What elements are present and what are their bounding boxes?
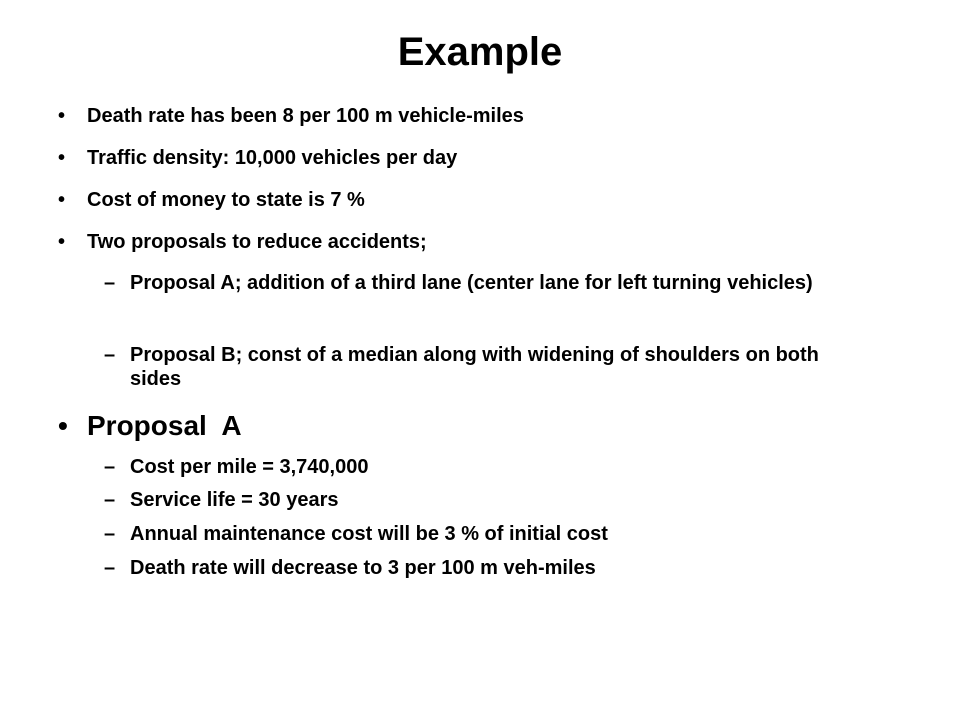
bullet-text: Two proposals to reduce accidents; bbox=[87, 231, 427, 253]
sub-bullet-item bbox=[104, 455, 864, 479]
bullet-item bbox=[58, 104, 878, 128]
dash-icon: – bbox=[104, 344, 116, 366]
bullet-icon: • bbox=[58, 147, 66, 169]
sub-bullet-item bbox=[104, 271, 864, 295]
bullet-item bbox=[58, 188, 878, 212]
bullet-item bbox=[58, 230, 878, 254]
section-heading-item bbox=[58, 410, 878, 442]
sub-bullet-text: Proposal A; addition of a third lane (center lane for left turning vehicles) bbox=[130, 272, 813, 294]
sub-bullet-item bbox=[104, 343, 864, 391]
dash-icon: – bbox=[104, 523, 116, 545]
bullet-text: Death rate has been 8 per 100 m vehicle-miles bbox=[87, 105, 524, 127]
slide-title: Example bbox=[397, 30, 563, 74]
sub-bullet-text: Death rate will decrease to 3 per 100 m veh-miles bbox=[130, 557, 596, 579]
section-heading: Proposal A bbox=[87, 410, 242, 441]
bullet-icon: • bbox=[58, 105, 66, 127]
bullet-text: Cost of money to state is 7 % bbox=[87, 189, 365, 211]
sub-bullet-text: Proposal B; const of a median along with widening of shoulders on both sides bbox=[130, 344, 819, 390]
dash-icon: – bbox=[104, 489, 116, 511]
bullet-icon: • bbox=[58, 189, 66, 211]
sub-bullet-item bbox=[104, 522, 864, 546]
sub-bullet-item bbox=[104, 488, 864, 512]
sub-bullet-text: Service life = 30 years bbox=[130, 489, 339, 511]
sub-bullet-text: Annual maintenance cost will be 3 % of initial cost bbox=[130, 523, 608, 545]
bullet-icon: • bbox=[58, 231, 66, 253]
dash-icon: – bbox=[104, 456, 116, 478]
bullet-text: Traffic density: 10,000 vehicles per day bbox=[87, 147, 458, 169]
sub-bullet-text: Cost per mile = 3,740,000 bbox=[130, 456, 369, 478]
sub-bullet-item bbox=[104, 556, 864, 580]
bullet-icon: • bbox=[58, 410, 68, 441]
dash-icon: – bbox=[104, 272, 116, 294]
bullet-item bbox=[58, 146, 878, 170]
dash-icon: – bbox=[104, 557, 116, 579]
